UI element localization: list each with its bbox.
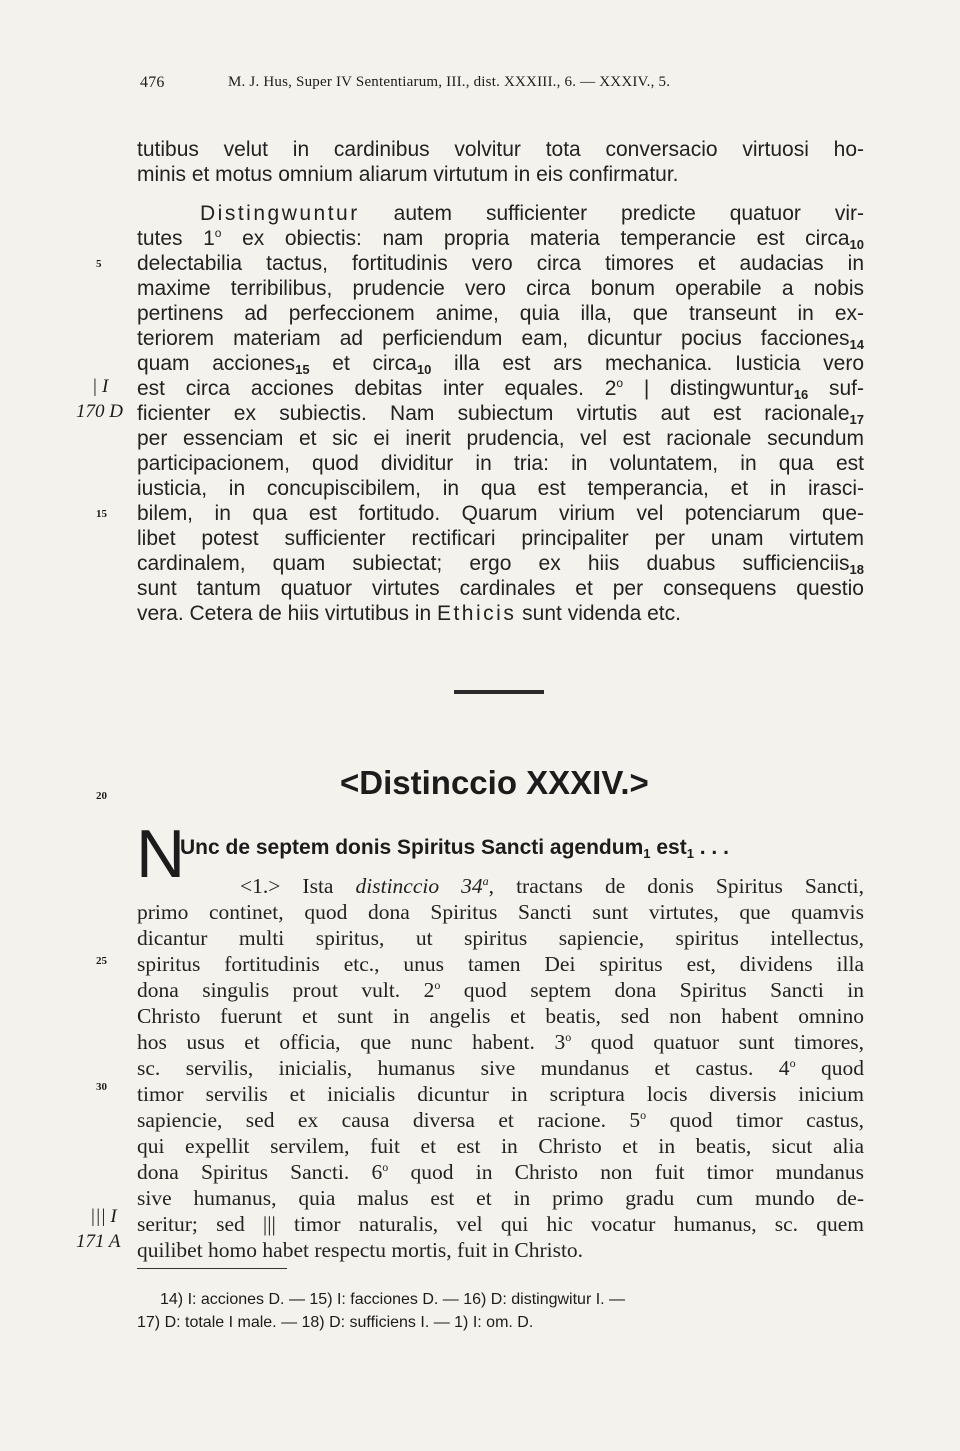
footnote-line: 14) I: acciones D. — 15) I: facciones D. — 16) D: distingwitur I. — [160, 1291, 626, 1308]
text-line: qui expellit servilem, fuit et est in Christo et in beatis, sicut alia [137, 1134, 864, 1158]
drop-cap: N [136, 816, 186, 892]
text-line: Christo fuerunt et sunt in angelis et beatis, sed non habent omnino [137, 1004, 864, 1028]
text-line: Distingwuntur autem sufficienter predicte quatuor vir- [200, 202, 864, 225]
footnote-line: 17) D: totale I male. — 18) D: sufficiens I. — 1) I: om. D. [137, 1314, 534, 1331]
text-line: minis et motus omnium aliarum virtutum in eis confirmatur. [137, 163, 679, 186]
line-number: 30 [96, 1081, 107, 1093]
text-line: per essenciam et sic ei inerit prudencia, vel est racionale secundum [137, 427, 864, 450]
line-number: 20 [96, 790, 107, 802]
text-line: spiritus fortitudinis etc., unus tamen Dei spiritus est, dividens illa [137, 952, 864, 976]
manuscript-ref: 170 D [76, 401, 123, 422]
text-line: seritur; sed ||| timor naturalis, vel qui hic vocatur humanus, sc. quem [137, 1212, 864, 1236]
running-header [140, 74, 840, 98]
section-divider [454, 690, 544, 694]
text-line: hos usus et officia, que nunc habent. 3$^o$ quod quatuor sunt timores, [137, 1030, 864, 1054]
text-line: quilibet homo habet respectu mortis, fuit in Christo. [137, 1238, 584, 1262]
text-line: ficienter ex subiectis. Nam subiectum virtutis aut est racionale$_{17}$ [137, 402, 864, 427]
text-line: primo continet, quod dona Spiritus Sancti sunt virtutes, que quamvis [137, 900, 864, 924]
text-line: bilem, in qua est fortitudo. Quarum virium vel potenciarum que- [137, 502, 864, 525]
text-line: teriorem materiam ad perficiendum eam, dicuntur pocius facciones$_{14}$ [137, 327, 864, 352]
text-line: timor servilis et inicialis dicuntur in scriptura locis diversis inicium [137, 1082, 864, 1106]
text-line: vera. Cetera de hiis virtutibus in Ethicis sunt videnda etc. [137, 602, 681, 625]
footnote-rule [137, 1268, 287, 1269]
text-line: sunt tantum quatuor virtutes cardinales et per consequens questio [137, 577, 864, 600]
manuscript-ref: ||| I [90, 1206, 117, 1227]
text-line: est circa acciones debitas inter equales. 2$^o$ | distingwuntur$_{16}$ suf- [137, 376, 865, 402]
line-number: 5 [96, 258, 102, 270]
text-line: delectabilia tactus, fortitudinis vero circa timores et audacias in [137, 252, 864, 275]
text-line: sc. servilis, inicialis, humanus sive mundanus et castus. 4$^o$ quod [137, 1056, 865, 1080]
lemma-line: Unc de septem donis Spiritus Sancti agendum$_1$ est$_1$ . . . [180, 836, 729, 861]
text-line: sapiencie, sed ex causa diversa et racione. 5$^o$ quod timor castus, [137, 1108, 865, 1132]
text-line: tutibus velut in cardinibus volvitur tota conversacio virtuosi ho- [137, 138, 864, 161]
text-line: sive humanus, quia malus est et in primo gradu cum mundo de- [137, 1186, 864, 1210]
text-line: <1.> Ista distinccio 34$^a$, tractans de donis Spiritus Sancti, [240, 874, 864, 898]
text-line: maxime terribilibus, prudencie vero circa bonum operabile a nobis [137, 277, 864, 300]
manuscript-ref: 171 A [76, 1231, 121, 1252]
text-line: dona singulis prout vult. 2$^o$ quod septem dona Spiritus Sancti in [137, 978, 865, 1002]
page-number: 476 [140, 74, 165, 91]
text-line: iusticia, in concupiscibilem, in qua est temperancia, et in irasci- [137, 477, 864, 500]
text-line: quam acciones$_{15}$ et circa$_{10}$ illa est ars mechanica. Iusticia vero [137, 352, 865, 377]
text-line: pertinens ad perfeccionem anime, quia illa, que transeunt in ex- [137, 302, 864, 325]
manuscript-ref: | I [92, 376, 109, 397]
text-line: tutes 1$^o$ ex obiectis: nam propria materia temperancie est circa$_{10}$ [137, 226, 864, 252]
chapter-title: <Distinccio XXXIV.> [340, 764, 649, 801]
running-title: M. J. Hus, Super IV Sententiarum, III., dist. XXXIII., 6. — XXXIV., 5. [228, 74, 671, 90]
text-line: dicantur multi spiritus, ut spiritus sapiencie, spiritus intellectus, [137, 926, 864, 950]
text-line: libet potest sufficienter rectificari principaliter per unam virtutem [137, 527, 864, 550]
text-line: participacionem, quod dividitur in tria: in voluntatem, in qua est [137, 452, 864, 475]
text-line: dona Spiritus Sancti. 6$^o$ quod in Christo non fuit timor mundanus [137, 1160, 865, 1184]
text-line: cardinalem, quam subiectat; ergo ex hiis duabus sufficienciis$_{18}$ [137, 552, 864, 577]
line-number: 25 [96, 955, 107, 967]
line-number: 15 [96, 508, 107, 520]
